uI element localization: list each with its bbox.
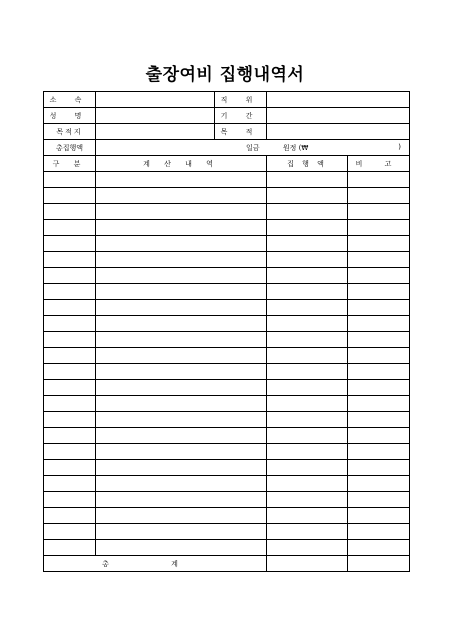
amount-prefix: 일금 bbox=[246, 143, 260, 152]
amount-remarks-cell bbox=[267, 348, 410, 364]
details-cell[interactable] bbox=[96, 236, 267, 252]
executed-cell[interactable] bbox=[267, 412, 348, 427]
destination-field[interactable] bbox=[96, 124, 215, 140]
table-row bbox=[44, 284, 410, 300]
details-cell[interactable] bbox=[96, 348, 267, 364]
category-cell[interactable] bbox=[44, 252, 96, 268]
details-cell[interactable] bbox=[96, 412, 267, 428]
executed-cell[interactable] bbox=[267, 460, 348, 475]
remarks-cell[interactable] bbox=[348, 540, 409, 555]
amount-remarks-cell bbox=[267, 300, 410, 316]
period-field[interactable] bbox=[267, 108, 410, 124]
category-cell[interactable] bbox=[44, 284, 96, 300]
category-cell[interactable] bbox=[44, 300, 96, 316]
table-row bbox=[44, 428, 410, 444]
table-row bbox=[44, 236, 410, 252]
amount-remarks-cell bbox=[267, 476, 410, 492]
info-row-destination bbox=[44, 124, 410, 140]
position-field[interactable] bbox=[267, 92, 410, 108]
table-row bbox=[44, 332, 410, 348]
executed-cell[interactable] bbox=[267, 300, 348, 315]
col-details-header: 계 산 내 역 bbox=[96, 156, 267, 172]
remarks-cell[interactable] bbox=[348, 220, 409, 235]
category-cell[interactable] bbox=[44, 316, 96, 332]
remarks-cell[interactable] bbox=[348, 508, 409, 523]
table-row bbox=[44, 396, 410, 412]
column-header-row bbox=[44, 156, 410, 172]
category-cell[interactable] bbox=[44, 380, 96, 396]
grand-total-amount[interactable] bbox=[267, 556, 348, 571]
executed-cell[interactable] bbox=[267, 204, 348, 219]
dept-label: 소 속 bbox=[44, 92, 96, 108]
expense-form-table bbox=[43, 91, 410, 572]
details-cell[interactable] bbox=[96, 364, 267, 380]
executed-cell[interactable] bbox=[267, 540, 348, 555]
executed-cell[interactable] bbox=[267, 284, 348, 299]
remarks-cell[interactable] bbox=[348, 428, 409, 443]
document-title: 출장여비 집행내역서 bbox=[145, 65, 305, 85]
details-cell[interactable] bbox=[96, 316, 267, 332]
details-cell[interactable] bbox=[96, 444, 267, 460]
col-remarks-label: 비 고 bbox=[355, 159, 402, 168]
executed-cell[interactable] bbox=[267, 316, 348, 331]
remarks-cell[interactable] bbox=[348, 524, 409, 539]
total-amount-label: 총집행액 bbox=[44, 140, 96, 156]
executed-cell[interactable] bbox=[267, 428, 348, 443]
amount-remarks-cell bbox=[267, 284, 410, 300]
category-cell[interactable] bbox=[44, 492, 96, 508]
table-row bbox=[44, 460, 410, 476]
grand-total-row bbox=[44, 556, 410, 572]
remarks-cell[interactable] bbox=[348, 460, 409, 475]
amount-remarks-cell bbox=[267, 252, 410, 268]
amount-remarks-cell bbox=[267, 508, 410, 524]
executed-cell[interactable] bbox=[267, 508, 348, 523]
table-row bbox=[44, 380, 410, 396]
executed-cell[interactable] bbox=[267, 524, 348, 539]
category-cell[interactable] bbox=[44, 540, 96, 556]
amount-remarks-cell bbox=[267, 236, 410, 252]
amount-remarks-cell bbox=[267, 540, 410, 556]
grand-total-label: 총 계 bbox=[44, 556, 267, 572]
category-cell[interactable] bbox=[44, 444, 96, 460]
amount-close: ) bbox=[398, 142, 401, 151]
category-cell[interactable] bbox=[44, 348, 96, 364]
category-cell[interactable] bbox=[44, 524, 96, 540]
executed-cell[interactable] bbox=[267, 188, 348, 203]
period-label: 기 간 bbox=[215, 108, 267, 124]
category-cell[interactable] bbox=[44, 268, 96, 284]
amount-remarks-cell bbox=[267, 444, 410, 460]
col-executed-header bbox=[267, 156, 410, 172]
category-cell[interactable] bbox=[44, 220, 96, 236]
details-cell[interactable] bbox=[96, 204, 267, 220]
table-row bbox=[44, 364, 410, 380]
purpose-label: 목 적 bbox=[215, 124, 267, 140]
details-cell[interactable] bbox=[96, 476, 267, 492]
remarks-cell[interactable] bbox=[348, 396, 409, 411]
info-row-total bbox=[44, 140, 410, 156]
remarks-cell[interactable] bbox=[348, 332, 409, 347]
remarks-cell[interactable] bbox=[348, 348, 409, 363]
remarks-cell[interactable] bbox=[348, 284, 409, 299]
category-cell[interactable] bbox=[44, 364, 96, 380]
amount-remarks-cell bbox=[267, 332, 410, 348]
remarks-cell[interactable] bbox=[348, 492, 409, 507]
remarks-cell[interactable] bbox=[348, 268, 409, 283]
table-row bbox=[44, 348, 410, 364]
amount-remarks-cell bbox=[267, 172, 410, 188]
remarks-cell[interactable] bbox=[348, 476, 409, 491]
details-cell[interactable] bbox=[96, 252, 267, 268]
details-cell[interactable] bbox=[96, 396, 267, 412]
position-label: 직 위 bbox=[215, 92, 267, 108]
category-cell[interactable] bbox=[44, 412, 96, 428]
executed-cell[interactable] bbox=[267, 252, 348, 267]
col-category-header: 구 분 bbox=[44, 156, 96, 172]
executed-cell[interactable] bbox=[267, 236, 348, 251]
remarks-cell[interactable] bbox=[348, 364, 409, 379]
executed-cell[interactable] bbox=[267, 364, 348, 379]
remarks-cell[interactable] bbox=[348, 236, 409, 251]
executed-cell[interactable] bbox=[267, 444, 348, 459]
amount-remarks-cell bbox=[267, 316, 410, 332]
table-row bbox=[44, 172, 410, 188]
executed-cell[interactable] bbox=[267, 220, 348, 235]
amount-remarks-cell bbox=[267, 428, 410, 444]
info-row-name bbox=[44, 108, 410, 124]
details-cell[interactable] bbox=[96, 188, 267, 204]
category-cell[interactable] bbox=[44, 204, 96, 220]
details-cell[interactable] bbox=[96, 508, 267, 524]
table-row bbox=[44, 188, 410, 204]
table-row bbox=[44, 300, 410, 316]
remarks-cell[interactable] bbox=[348, 188, 409, 203]
category-cell[interactable] bbox=[44, 460, 96, 476]
remarks-cell[interactable] bbox=[348, 316, 409, 331]
executed-cell[interactable] bbox=[267, 396, 348, 411]
details-cell[interactable] bbox=[96, 428, 267, 444]
category-cell[interactable] bbox=[44, 476, 96, 492]
details-cell[interactable] bbox=[96, 332, 267, 348]
purpose-field[interactable] bbox=[267, 124, 410, 140]
name-field[interactable] bbox=[96, 108, 215, 124]
table-row bbox=[44, 492, 410, 508]
details-cell[interactable] bbox=[96, 172, 267, 188]
table-row bbox=[44, 412, 410, 428]
details-cell[interactable] bbox=[96, 268, 267, 284]
details-cell[interactable] bbox=[96, 380, 267, 396]
table-row bbox=[44, 540, 410, 556]
table-row bbox=[44, 316, 410, 332]
name-label: 성 명 bbox=[44, 108, 96, 124]
table-row bbox=[44, 268, 410, 284]
details-cell[interactable] bbox=[96, 524, 267, 540]
grand-total-cells bbox=[267, 556, 410, 572]
table-row bbox=[44, 476, 410, 492]
remarks-cell[interactable] bbox=[348, 252, 409, 267]
details-cell[interactable] bbox=[96, 300, 267, 316]
table-row bbox=[44, 508, 410, 524]
remarks-cell[interactable] bbox=[348, 204, 409, 219]
executed-cell[interactable] bbox=[267, 476, 348, 491]
details-cell[interactable] bbox=[96, 460, 267, 476]
info-row-dept bbox=[44, 92, 410, 108]
details-cell[interactable] bbox=[96, 220, 267, 236]
table-row bbox=[44, 444, 410, 460]
remarks-cell[interactable] bbox=[348, 444, 409, 459]
table-row bbox=[44, 220, 410, 236]
executed-cell[interactable] bbox=[267, 348, 348, 363]
details-cell[interactable] bbox=[96, 540, 267, 556]
amount-remarks-cell bbox=[267, 492, 410, 508]
amount-remarks-cell bbox=[267, 220, 410, 236]
remarks-cell[interactable] bbox=[348, 412, 409, 427]
table-row bbox=[44, 204, 410, 220]
details-cell[interactable] bbox=[96, 284, 267, 300]
amount-remarks-cell bbox=[267, 460, 410, 476]
amount-remarks-cell bbox=[267, 268, 410, 284]
executed-cell[interactable] bbox=[267, 332, 348, 347]
amount-remarks-cell bbox=[267, 412, 410, 428]
amount-remarks-cell bbox=[267, 204, 410, 220]
category-cell[interactable] bbox=[44, 172, 96, 188]
category-cell[interactable] bbox=[44, 188, 96, 204]
remarks-cell[interactable] bbox=[348, 172, 409, 187]
executed-cell[interactable] bbox=[267, 172, 348, 187]
amount-remarks-cell bbox=[267, 188, 410, 204]
grand-total-remarks[interactable] bbox=[348, 556, 409, 571]
col-executed-label: 집 행 액 bbox=[267, 156, 348, 171]
category-cell[interactable] bbox=[44, 236, 96, 252]
executed-cell[interactable] bbox=[267, 268, 348, 283]
amount-suffix: 원정 (₩ bbox=[282, 143, 309, 152]
dept-field[interactable] bbox=[96, 92, 215, 108]
executed-cell[interactable] bbox=[267, 492, 348, 507]
table-row bbox=[44, 252, 410, 268]
total-amount-field[interactable] bbox=[96, 140, 410, 156]
amount-remarks-cell bbox=[267, 524, 410, 540]
destination-label: 목적지 bbox=[44, 124, 96, 140]
remarks-cell[interactable] bbox=[348, 300, 409, 315]
executed-cell[interactable] bbox=[267, 380, 348, 395]
category-cell[interactable] bbox=[44, 508, 96, 524]
category-cell[interactable] bbox=[44, 396, 96, 412]
amount-remarks-cell bbox=[267, 396, 410, 412]
amount-remarks-cell bbox=[267, 380, 410, 396]
category-cell[interactable] bbox=[44, 428, 96, 444]
table-row bbox=[44, 524, 410, 540]
category-cell[interactable] bbox=[44, 332, 96, 348]
remarks-cell[interactable] bbox=[348, 380, 409, 395]
amount-remarks-cell bbox=[267, 364, 410, 380]
details-cell[interactable] bbox=[96, 492, 267, 508]
